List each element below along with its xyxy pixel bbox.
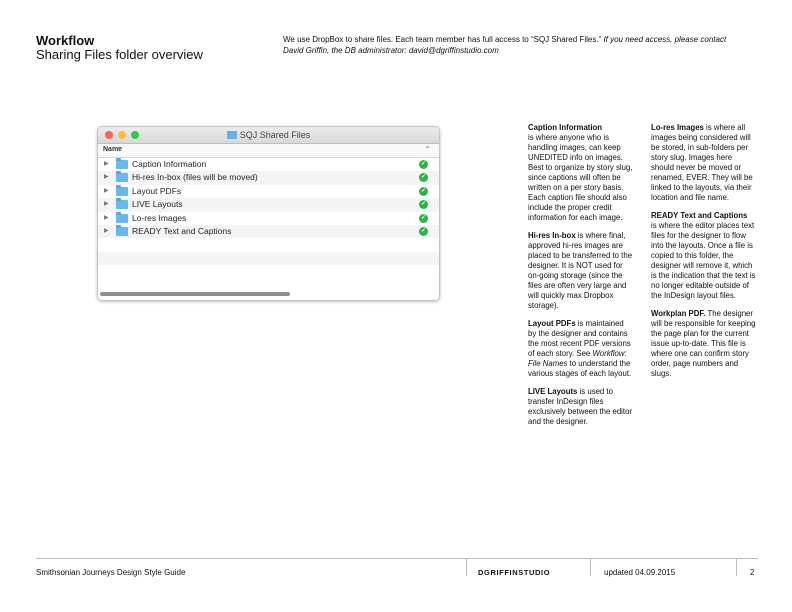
footer-updated-date: updated 04.09.2015 — [604, 568, 676, 577]
folder-icon — [116, 173, 128, 182]
folder-row[interactable] — [98, 185, 439, 198]
disclosure-triangle-icon[interactable]: ▶ — [104, 214, 109, 221]
check-circle-icon: ✓ — [420, 187, 427, 194]
footer-studio-logo: DGRIFFINSTUDIO — [478, 568, 551, 577]
folder-row[interactable] — [98, 198, 439, 211]
column-header-label: Name — [103, 146, 123, 153]
footer-divider — [736, 558, 737, 576]
folder-label: Hi-res In-box (files will be moved) — [132, 172, 258, 183]
page-number: 2 — [750, 568, 755, 577]
folder-icon — [116, 200, 128, 209]
layout-description: Layout PDFs is maintained by the designer and contains the most recent PDF versions of each story. See Workflow: File Names to understand the various stages of each layout. — [528, 319, 632, 378]
folder-label: Lo-res Images — [132, 212, 187, 223]
folder-row[interactable] — [98, 158, 439, 171]
access-note — [283, 34, 733, 56]
caption-description: Caption Information is where anyone who is handling images, can keep UNEDITED info on images. Best to organize by story slug, since captions will often be written on a per story basis. Each caption file should also include the proper credit information for each image. — [528, 123, 633, 222]
disclosure-triangle-icon[interactable]: ▶ — [104, 187, 109, 194]
disclosure-triangle-icon[interactable]: ▶ — [104, 174, 109, 181]
descriptions-column-left — [528, 123, 634, 435]
descriptions-column-right — [651, 123, 757, 387]
disclosure-triangle-icon[interactable]: ▶ — [104, 161, 109, 167]
lores-description: Lo-res Images is where all images being considered will be stored, in sub-folders per story slug. Images here should never be moved or renamed, EVER. They will be linked to the layouts, via their location and file name. — [651, 123, 753, 202]
empty-row — [98, 265, 439, 278]
disclosure-triangle-icon[interactable]: ▶ — [104, 201, 109, 208]
folder-row[interactable] — [98, 171, 439, 184]
horizontal-scrollbar[interactable] — [100, 292, 290, 296]
shared-folder-icon — [227, 131, 237, 139]
check-circle-icon: ✓ — [420, 201, 427, 208]
window-title: SQJ Shared Files — [98, 130, 439, 140]
footer-divider — [590, 558, 591, 576]
check-circle-icon: ✓ — [420, 227, 427, 234]
access-note-text: We use DropBox to share files. Each team member has full access to “SQJ Shared Files.” — [283, 35, 602, 44]
check-circle-icon: ✓ — [420, 174, 427, 181]
folder-icon — [116, 227, 128, 236]
hires-description: Hi-res In-box is where final, approved hi-res images are placed to be transferred to the designer. It is NOT used for on-going storage (since the files are often very large and will quickly max Dropbox storage). — [528, 231, 633, 310]
workplan-description: Workplan PDF. The designer will be responsible for keeping the page plan for the current issue up-to-date. This file is where one can confirm story order, page numbers and slugs. — [651, 309, 756, 378]
footer-divider — [466, 558, 467, 576]
finder-window — [97, 126, 440, 301]
access-note-contact: If you need access, please contact David Griffin, the DB administrator: david@dgriffinstudio.com — [283, 35, 727, 55]
page-subtitle: Sharing Files folder overview — [36, 47, 203, 62]
disclosure-triangle-icon[interactable]: ▶ — [104, 227, 109, 234]
sort-caret-icon[interactable]: ⌃ — [424, 145, 431, 154]
page-title: Workflow — [36, 33, 95, 48]
folder-icon — [116, 214, 128, 223]
footer-rule — [36, 558, 758, 559]
check-circle-icon: ✓ — [420, 214, 427, 221]
folder-icon — [116, 187, 128, 196]
folder-label: Caption Information — [132, 159, 207, 169]
folder-row[interactable] — [98, 225, 439, 238]
empty-row — [98, 252, 439, 265]
folder-list — [98, 158, 439, 279]
folder-icon — [116, 160, 128, 169]
check-circle-icon: ✓ — [420, 161, 427, 167]
footer-guide-title: Smithsonian Journeys Design Style Guide — [36, 568, 186, 577]
window-titlebar[interactable] — [98, 127, 439, 144]
empty-row — [98, 238, 439, 251]
name-column-header[interactable] — [98, 144, 439, 158]
folder-label: Layout PDFs — [132, 185, 182, 196]
live-description: LIVE Layouts is used to transfer InDesign files exclusively between the editor and the designer. — [528, 387, 633, 426]
folder-label: READY Text and Captions — [132, 225, 232, 236]
folder-label: LIVE Layouts — [132, 199, 183, 210]
folder-row[interactable] — [98, 212, 439, 225]
ready-description: READY Text and Captions is where the editor places text files for the designer to flow into the layouts. Once a file is copied to this folder, the designer will remove it, which is the indication that the text is no longer editable outside of the InDesign layout files. — [651, 211, 756, 300]
